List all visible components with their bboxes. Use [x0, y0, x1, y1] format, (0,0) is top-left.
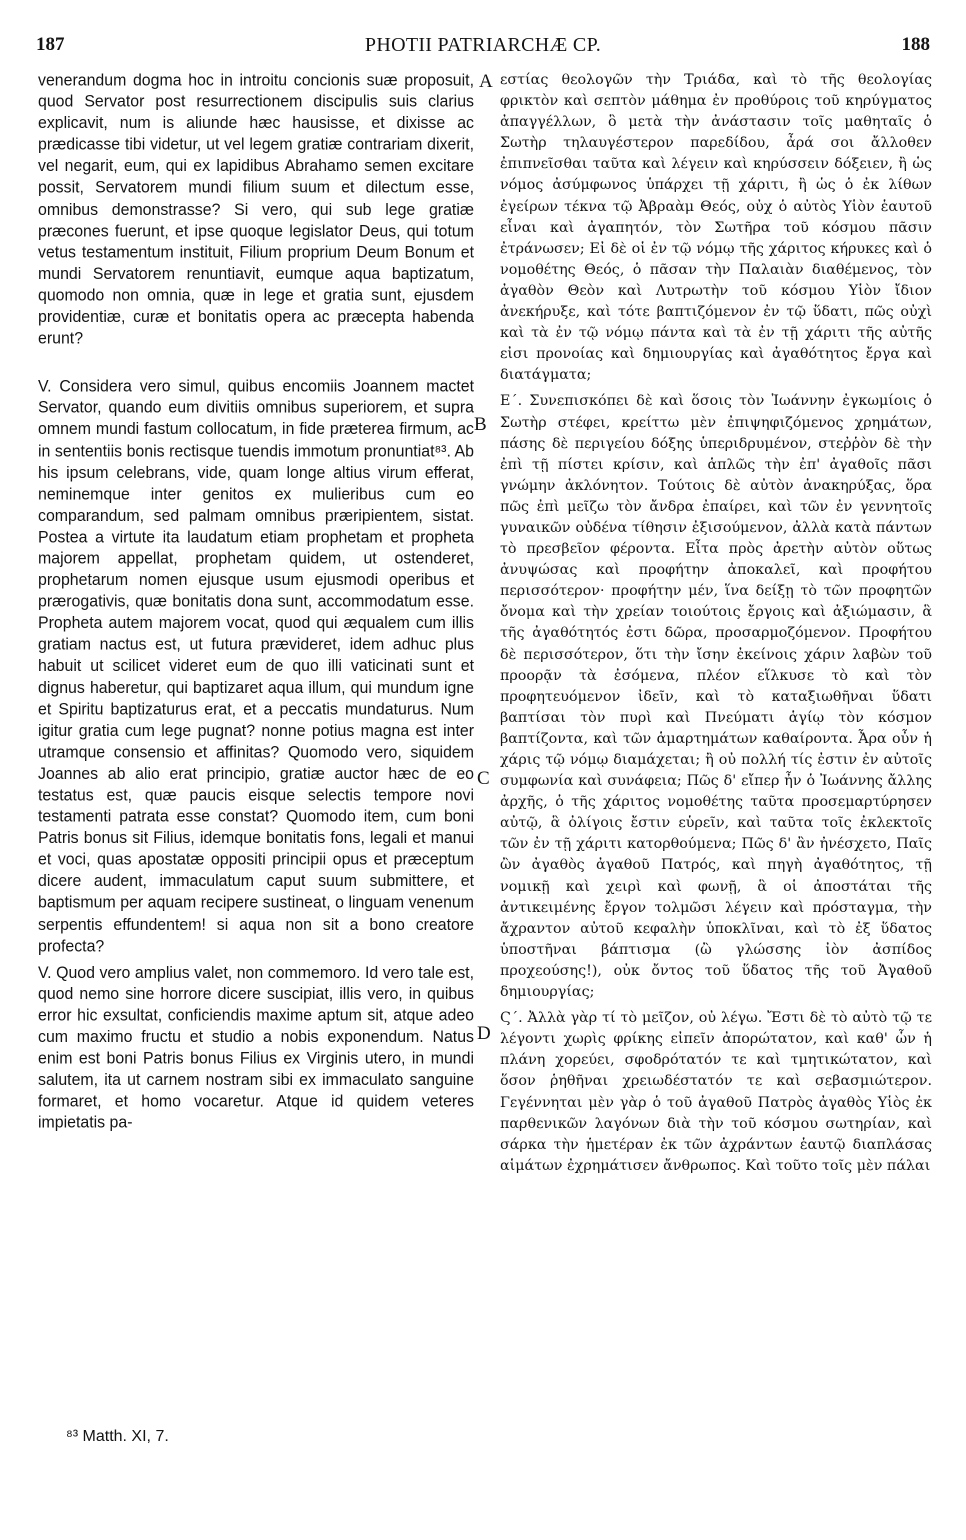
latin-paragraph-3: V. Quod vero amplius valet, non commemoro. Id vero tale est, quod nemo sine horrore dicere suscipiat, illis vero, in quibus error hic exsultat, conficiendis maxime aptum sit, atque adeo cum maximo fructu et studio a nobis exponendum. Natus enim est boni Patris bonus Filius ex Virginis utero, in mundi salutem, ita ut carnem nostram sibi ex immaculato sanguine formaret, et homo vocaretur. Atque id quidem veteres impietatis pa-: [38, 964, 474, 1133]
greek-paragraph-2: Ε΄. Συνεπισκόπει δὲ καὶ ὅσοις τὸν Ἰωάννην ἐγκωμίοις ὁ Σωτὴρ στέφει, κρείττω μὲν ἐπιψηφιζόμενος χρημάτων, πάσης δὲ περιγείου δόξης ὑπεριδρυμένον, στεῤῥὸν δὲ τὴν ἐπὶ τῇ πίστει κρίσιν, καὶ ἁπλῶς τὴν ἐπ' ἀγαθοῖς πᾶσι γνώμην ἀκλόνητον. Τούτοις δὲ αὐτὸν ἀνακηρύξας, ὅρα πῶς ἐπὶ μεῖζω τὸν ἄνδρα ἐπαίρει, καὶ τῶν ἐν γεννητοῖς γυναικῶν οὐδένα τίθησιν ἐξισούμενον, ἀλλὰ κατὰ πάντων τὸ πρεσβεῖον φέροντα. Εἶτα πρὸς ἀρετὴν αὐτὸν οὕτως ἀνυψώσας καὶ προφήτην ἀποκαλεῖ, καὶ προφήτου περισσότερον· προφήτην μέν, ἵνα δείξῃ τὸ τῶν προφητῶν ὄνομα καὶ τὴν χρείαν τοιούτοις ἔργοις καὶ ἀξιώμασιν, ἃ τῆς ἀγαθότητός ἐστι δῶρα, προσαρμοζόμενον. Προφήτου δὲ περισσότερον, ὅτι τὴν ἴσην ἐκείνοις χάριν λαβὼν τοῦ προορᾷν τὰ ἐσόμενα, πλέον εἵλκυσε τὸ καὶ τὸν προφητευόμενον ἰδεῖν, καὶ τὸ καταξιωθῆναι ὕδατι βαπτίσαι τὸν πυρὶ καὶ Πνεύματι ἁγίῳ τὸν κόσμον βαπτίζοντα, καὶ τῶν ἁμαρτημάτων καθαίροντα. Ἆρα οὖν ἡ χάρις τῷ νόμῳ διαμάχεται; ἢ οὐ πολλή τίς ἐστιν ἐν αὐτοῖς συμφωνία καὶ συνάφεια; Πῶς δ' εἴπερ ἦν ὁ Ἰωάννης ἄλλης ἀρχῆς, ὁ τῆς χάριτος νομοθέτης ταῦτα προσεμαρτύρησεν αὐτῷ, ἃ ὀλίγοις ἔστιν εὑρεῖν, καὶ ταῦτα τοῖς ἐκλεκτοῖς τῶν ἐν τῇ χάριτι κατορθούμενα; Πῶς δ' ἂν ἠνέσχετο, Παῖς ὢν ἀγαθὸς ἀγαθοῦ Πατρός, καὶ πηγὴ ἀγαθότητος, τῇ νομικῇ καὶ χειρὶ καὶ φωνῇ, ἃ οἱ ἀποστάται τῆς ἀντικειμένης ἔργον τολμῶσι λέγειν καὶ πρόσταγμα, τὴν ἄχραντον αὐτοῦ κεφαλὴν ὑποκλῖναι, καὶ τὸ ἐξ ὕδατος ὑποστῆναι βάπτισμα (ὢ γλώσσης ἰὸν ἀσπίδος προχεούσης!), οὐκ ὄντος τοῦ ὕδατος τῆς τοῦ Ἀγαθοῦ δημιουργίας;: [500, 393, 932, 1001]
margin-marker-b: B: [474, 414, 487, 435]
greek-column: [500, 70, 932, 1177]
latin-column: [38, 70, 474, 1134]
latin-paragraph-2: V. Considera vero simul, quibus encomiis Joannem mactet Servator, quando eum divitiis omnibus superiorem, et supra omnem mundi fastum collocatum, in fide præterea firmum, ac in sententiis bonis rectisque tuendis immotum pronuntiat⁸³. Ab his ipsum celebrans, vide, quam longe altius virum efferat, neminemque inter genitos ex mulieribus cum eo comparandum, sed palmam omnibus præripientem, sistat. Postea a virtute ita laudatum etiam prophetam et propheta majorem appellat, prophetam quidem, ut ostenderet, prophetarum nomen ejusque usum ejusmodi operibus et prærogativis, quæ bonitatis dona sunt, accommodatum esse. Propheta autem majorem vocat, quod qui æqualem cum illis gratiam nactus est, ut futura prævideret, idem adhuc plus habuit ut scilicet videret eum de quo illi vaticinati sunt et dignus haberetur, qui baptizaret aqua illum, qui mundum igne et Spiritu baptizaturus erat, et a peccatis mundaturus. Num igitur gratia cum lege pugnat? nonne potius magna est inter utramque consensio et affinitas? Quomodo vero, siquidem Joannes ab alio erat principio, gratiæ auctor hæc de eo testatus est, quæ paucis eisque selectis tempore novi testamenti patrata esse constat? Quomodo item, cum boni Patris bonus sit Filius, idemque bonitatis fons, legali et manui et voci, quas apostatæ oppositi principii opus et præceptum dicere audent, immaculatum caput suum submittere, et baptismum per aquam recipere sustineat, o linguam venenum serpentis effundentem! si aqua non sit a bono creatore profecta?: [38, 378, 474, 956]
greek-paragraph-3: Ϛ΄. Ἀλλὰ γὰρ τί τὸ μεῖζον, οὐ λέγω. Ἔστι δὲ τὸ αὐτὸ τῷ τε λέγοντι χωρὶς φρίκης εἰπεῖν ἀπορώτατον, καὶ καθ' ὧν ἡ πλάνη χορεύει, σφοδρότατόν τε καὶ τμητικώτατον, καὶ ὅσον ῥηθῆναι χρειωδέστατόν τε καὶ σεβασμιώτερον. Γεγέννηται μὲν γὰρ ὁ τοῦ ἀγαθοῦ Πατρὸς ἀγαθὸς Υἱὸς ἐκ παρθενικῶν λαγόνων διὰ τὴν τοῦ κόσμου σωτηρίαν, καὶ σάρκα τὴν ἡμετέραν ἐκ τῶν ἀχράντων ἑαυτῷ διαπλάσας αἱμάτων ἐχρημάτισεν ἄνθρωπος. Καὶ τοῦτο τοῖς μὲν πάλαι: [500, 1010, 932, 1174]
left-page-number: 187: [36, 34, 65, 55]
footnote: ⁸³ Matth. XI, 7.: [66, 1428, 169, 1445]
margin-marker-d: D: [477, 1023, 491, 1044]
running-header: [36, 34, 930, 60]
greek-paragraph-1: εστίας θεολογῶν τὴν Τριάδα, καὶ τὸ τῆς θεολογίας φρικτὸν καὶ σεπτὸν μάθημα ἐν προθύροις τοῦ κηρύγματος ἀπαγγέλλων, ὃ μετὰ τὴν ἀνάστασιν τοῖς μαθηταῖς ὁ Σωτὴρ τηλαυγέστερον παρεδίδου, ἆρά σοι ἄλλοθεν ἐπιπνεῖσθαι ταῦτα καὶ λέγειν καὶ κηρύσσειν δόξειεν, ἢ ὡς νόμος ἀσύμφωνος ὑπάρχει τῇ χάριτι, ἢ ὡς ὁ ἐκ λίθων ἐγείρων τέκνα τῷ Ἀβραὰμ Θεός, οὐχ ὁ αὐτὸς Υἱὸν ἑαυτοῦ εἶναι καὶ ἀγαπητόν, τὸν Σωτῆρα τοῦ κόσμου πᾶσιν ἐτράνωσεν; Εἰ δὲ οἱ ἐν τῷ νόμῳ τῆς χάριτος κήρυκες καὶ ὁ νομοθέτης Θεός, ὁ πᾶσαν τὴν Παλαιὰν διαθέμενος, τὸν ἀγαθὸν Θεὸν καὶ Λυτρωτὴν τοῦ κόσμου Υἱὸν ἴδιον ἀνεκήρυξε, καὶ τότε βαπτιζόμενον ἐν τῷ ὕδατι, πῶς οὐχὶ καὶ τὰ ἐν τῷ νόμῳ πάντα καὶ τὰ ἐν τῇ χάριτι τῆς αὐτῆς εἰσι προνοίας καὶ δημιουργίας καὶ ἀγαθότητος ἔργα καὶ διατάγματα;: [500, 72, 932, 384]
right-page-number: 188: [901, 34, 930, 55]
margin-marker-a: A: [479, 71, 493, 92]
margin-marker-c: C: [477, 768, 490, 789]
running-title: PHOTII PATRIARCHÆ CP.: [364, 34, 602, 56]
latin-paragraph-1: venerandum dogma hoc in introitu concionis suæ proposuit, quod Servator post resurrectionem discipulis suis clarius explicavit, num is aliunde hæc hausisse, et dixisse ac prædicasse tibi videtur, ut vel legem gratiæ contrariam dixerit, vel negarit, eum, qui ex lapidibus Abrahamo semen excitare possit, Servatorem mundi filium suum et dilectum esse, omnibus demonstrasse? Si vero, qui sub lege gratiæ præcones fuerunt, et ipse quoque legislator Deus, qui totum vetus testamentum instituit, Filium proprium Deum Bonum et mundi Servatorem renuntiavit, eumque aqua baptizatum, quomodo non omnia, quæ in lege et gratia sunt, ejusdem providentiæ, curæ et bonitatis opera ac præcepta habenda erunt?: [38, 72, 474, 348]
